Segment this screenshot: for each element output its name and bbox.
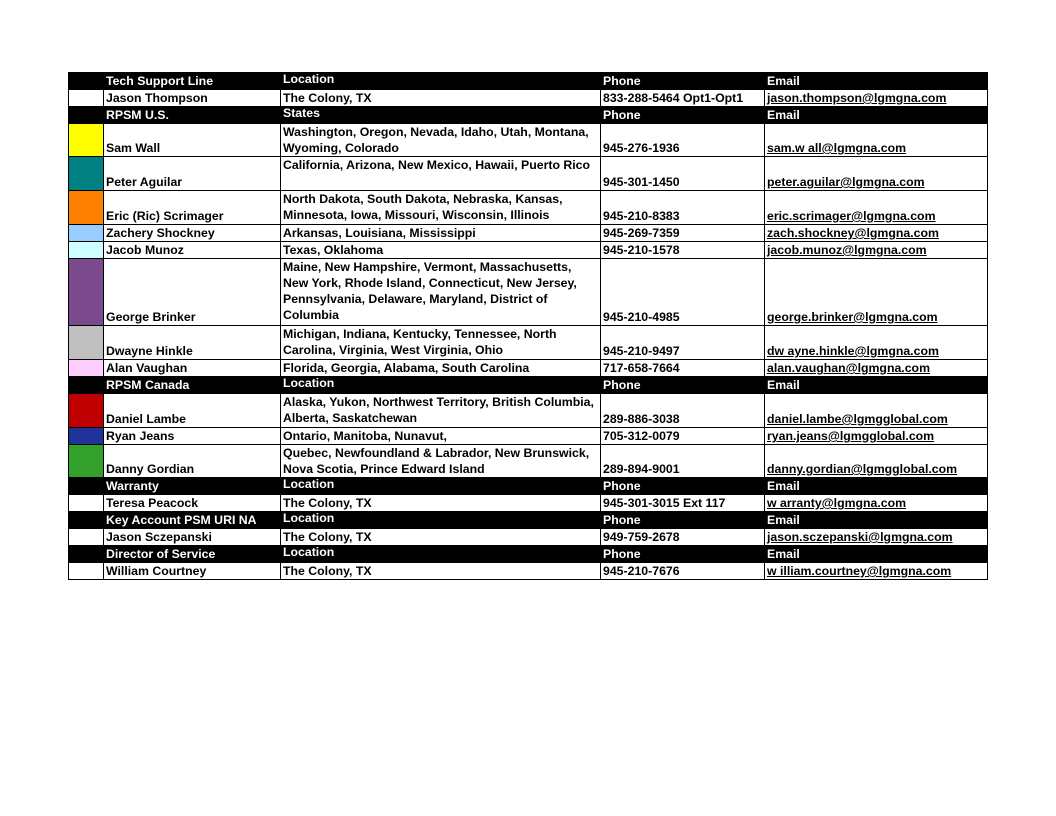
section-header-row — [69, 512, 988, 529]
contact-location: Ontario, Manitoba, Nunavut, — [281, 428, 601, 445]
contact-row — [69, 242, 988, 259]
contact-email-cell — [765, 563, 988, 580]
contact-name: Danny Gordian — [104, 445, 281, 478]
contact-row — [69, 124, 988, 157]
region-color-swatch — [69, 495, 104, 512]
header-phone: Phone — [601, 546, 765, 563]
contact-email-link[interactable]: w arranty@lgmgna.com — [767, 496, 907, 510]
contact-email-link[interactable]: dw ayne.hinkle@lgmgna.com — [767, 344, 939, 358]
contact-name: Eric (Ric) Scrimager — [104, 191, 281, 225]
contact-name: Alan Vaughan — [104, 360, 281, 377]
contact-email-cell — [765, 225, 988, 242]
contact-email-link[interactable]: jacob.munoz@lgmgna.com — [767, 243, 927, 257]
header-location: Location — [281, 478, 601, 495]
contact-row — [69, 529, 988, 546]
contact-email-link[interactable]: jason.sczepanski@lgmgna.com — [767, 530, 953, 544]
header-swatch-cell — [69, 107, 104, 124]
header-email: Email — [765, 377, 988, 394]
header-email: Email — [765, 478, 988, 495]
contact-name: Teresa Peacock — [104, 495, 281, 512]
contact-location: Quebec, Newfoundland & Labrador, New Brunswick, Nova Scotia, Prince Edward Island — [281, 445, 601, 478]
header-email: Email — [765, 107, 988, 124]
contact-phone: 717-658-7664 — [601, 360, 765, 377]
contact-name: George Brinker — [104, 259, 281, 326]
contact-email-link[interactable]: alan.vaughan@lgmgna.com — [767, 361, 930, 375]
header-title: Tech Support Line — [104, 73, 281, 90]
header-swatch-cell — [69, 478, 104, 495]
contact-row — [69, 445, 988, 478]
contact-location: The Colony, TX — [281, 529, 601, 546]
contact-email-cell — [765, 495, 988, 512]
contact-location: Arkansas, Louisiana, Mississippi — [281, 225, 601, 242]
region-color-swatch — [69, 157, 104, 191]
contact-row — [69, 326, 988, 360]
header-phone: Phone — [601, 478, 765, 495]
contact-email-link[interactable]: ryan.jeans@lgmgglobal.com — [767, 429, 935, 443]
contact-phone: 949-759-2678 — [601, 529, 765, 546]
header-location: Location — [281, 512, 601, 529]
contact-email-cell — [765, 124, 988, 157]
contact-table — [68, 72, 988, 580]
header-email: Email — [765, 546, 988, 563]
region-color-swatch — [69, 124, 104, 157]
header-phone: Phone — [601, 107, 765, 124]
header-email: Email — [765, 512, 988, 529]
contact-location: Maine, New Hampshire, Vermont, Massachusetts, New York, Rhode Island, Connecticut, New Jersey, Pennsylvania, Delaware, Maryland, District of Columbia — [281, 259, 601, 326]
section-header-row — [69, 107, 988, 124]
contact-email-link[interactable]: george.brinker@lgmgna.com — [767, 310, 938, 324]
contact-phone: 945-210-9497 — [601, 326, 765, 360]
contact-phone: 945-276-1936 — [601, 124, 765, 157]
region-color-swatch — [69, 360, 104, 377]
section-header-row — [69, 546, 988, 563]
contact-email-cell — [765, 242, 988, 259]
header-title: Warranty — [104, 478, 281, 495]
contact-email-cell — [765, 259, 988, 326]
header-swatch-cell — [69, 512, 104, 529]
region-color-swatch — [69, 225, 104, 242]
region-color-swatch — [69, 394, 104, 428]
contact-email-link[interactable]: eric.scrimager@lgmgna.com — [767, 209, 936, 223]
contact-phone: 945-210-8383 — [601, 191, 765, 225]
contact-email-link[interactable]: sam.w all@lgmgna.com — [767, 141, 907, 155]
contact-phone: 705-312-0079 — [601, 428, 765, 445]
contact-phone: 289-886-3038 — [601, 394, 765, 428]
region-color-swatch — [69, 529, 104, 546]
contact-email-cell — [765, 157, 988, 191]
region-color-swatch — [69, 563, 104, 580]
header-swatch-cell — [69, 546, 104, 563]
region-color-swatch — [69, 326, 104, 360]
header-location: Location — [281, 377, 601, 394]
contact-phone: 945-301-3015 Ext 117 — [601, 495, 765, 512]
header-title: RPSM Canada — [104, 377, 281, 394]
header-swatch-cell — [69, 73, 104, 90]
contact-phone: 945-301-1450 — [601, 157, 765, 191]
contact-phone: 945-269-7359 — [601, 225, 765, 242]
contact-row — [69, 90, 988, 107]
header-phone: Phone — [601, 512, 765, 529]
contact-email-link[interactable]: zach.shockney@lgmgna.com — [767, 226, 939, 240]
contact-phone: 945-210-7676 — [601, 563, 765, 580]
header-location: Location — [281, 73, 601, 90]
contact-table-body — [69, 73, 988, 580]
contact-row — [69, 259, 988, 326]
contact-name: Jason Thompson — [104, 90, 281, 107]
contact-location: California, Arizona, New Mexico, Hawaii, Puerto Rico — [281, 157, 601, 191]
contact-name: William Courtney — [104, 563, 281, 580]
contact-phone: 289-894-9001 — [601, 445, 765, 478]
header-title: RPSM U.S. — [104, 107, 281, 124]
contact-row — [69, 157, 988, 191]
section-header-row — [69, 377, 988, 394]
contact-name: Peter Aguilar — [104, 157, 281, 191]
contact-email-link[interactable]: peter.aguilar@lgmgna.com — [767, 175, 925, 189]
contact-name: Ryan Jeans — [104, 428, 281, 445]
contact-email-link[interactable]: danny.gordian@lgmgglobal.com — [767, 462, 958, 476]
header-title: Director of Service — [104, 546, 281, 563]
contact-location: Washington, Oregon, Nevada, Idaho, Utah, Montana, Wyoming, Colorado — [281, 124, 601, 157]
header-phone: Phone — [601, 73, 765, 90]
region-color-swatch — [69, 445, 104, 478]
contact-row — [69, 394, 988, 428]
contact-row — [69, 495, 988, 512]
section-header-row — [69, 478, 988, 495]
region-color-swatch — [69, 259, 104, 326]
contact-name: Daniel Lambe — [104, 394, 281, 428]
contact-location: North Dakota, South Dakota, Nebraska, Kansas, Minnesota, Iowa, Missouri, Wisconsin, Illinois — [281, 191, 601, 225]
contact-location: The Colony, TX — [281, 495, 601, 512]
contact-location: Florida, Georgia, Alabama, South Carolina — [281, 360, 601, 377]
region-color-swatch — [69, 90, 104, 107]
contact-name: Dwayne Hinkle — [104, 326, 281, 360]
contact-email-cell — [765, 428, 988, 445]
contact-email-link[interactable]: jason.thompson@lgmgna.com — [767, 91, 947, 105]
header-location: Location — [281, 546, 601, 563]
region-color-swatch — [69, 242, 104, 259]
section-header-row — [69, 73, 988, 90]
contact-name: Zachery Shockney — [104, 225, 281, 242]
contact-row — [69, 428, 988, 445]
contact-name: Jacob Munoz — [104, 242, 281, 259]
contact-email-cell — [765, 191, 988, 225]
contact-location: Texas, Oklahoma — [281, 242, 601, 259]
header-phone: Phone — [601, 377, 765, 394]
contact-location: Alaska, Yukon, Northwest Territory, British Columbia, Alberta, Saskatchewan — [281, 394, 601, 428]
contact-email-cell — [765, 529, 988, 546]
contact-row — [69, 360, 988, 377]
contact-email-cell — [765, 326, 988, 360]
region-color-swatch — [69, 428, 104, 445]
header-email: Email — [765, 73, 988, 90]
contact-email-link[interactable]: daniel.lambe@lgmgglobal.com — [767, 412, 948, 426]
contact-phone: 945-210-4985 — [601, 259, 765, 326]
header-location: States — [281, 107, 601, 124]
contact-row — [69, 191, 988, 225]
contact-location: The Colony, TX — [281, 563, 601, 580]
contact-row — [69, 225, 988, 242]
contact-name: Jason Sczepanski — [104, 529, 281, 546]
contact-phone: 945-210-1578 — [601, 242, 765, 259]
contact-row — [69, 563, 988, 580]
contact-email-cell — [765, 445, 988, 478]
contact-email-cell — [765, 90, 988, 107]
contact-phone: 833-288-5464 Opt1-Opt1 — [601, 90, 765, 107]
contact-name: Sam Wall — [104, 124, 281, 157]
header-title: Key Account PSM URI NA — [104, 512, 281, 529]
contact-location: Michigan, Indiana, Kentucky, Tennessee, North Carolina, Virginia, West Virginia, Ohio — [281, 326, 601, 360]
region-color-swatch — [69, 191, 104, 225]
header-swatch-cell — [69, 377, 104, 394]
contact-email-cell — [765, 394, 988, 428]
contact-email-cell — [765, 360, 988, 377]
contact-location: The Colony, TX — [281, 90, 601, 107]
contact-email-link[interactable]: w illiam.courtney@lgmgna.com — [767, 564, 952, 578]
